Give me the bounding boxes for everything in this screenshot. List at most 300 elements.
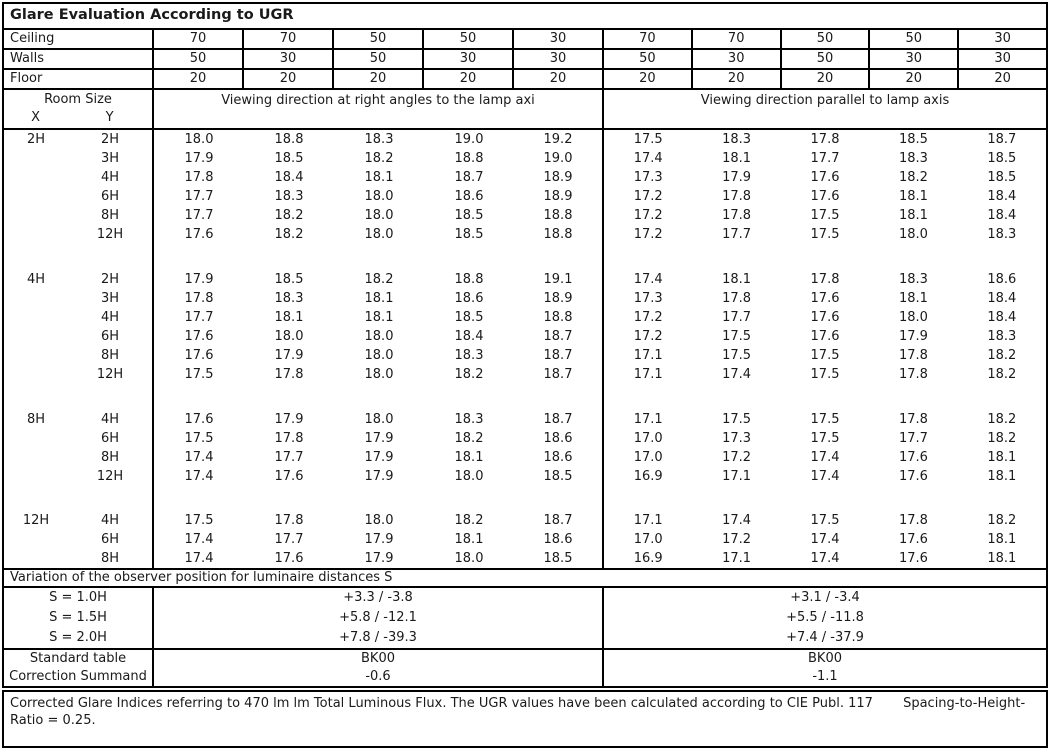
- room-y-label: 6H: [68, 429, 154, 448]
- ugr-value: 18.6: [514, 448, 604, 467]
- surface-value: 50: [782, 30, 871, 48]
- ugr-value: 18.9: [514, 289, 604, 308]
- summary-left-value: -0.6: [154, 668, 604, 686]
- room-x-label: [4, 467, 68, 486]
- ugr-value: 18.5: [514, 467, 604, 486]
- surface-value: 20: [604, 70, 693, 88]
- surface-value: 70: [154, 30, 244, 48]
- room-x-label: [4, 327, 68, 346]
- s-distance-label: S = 1.0H: [4, 588, 154, 608]
- room-x-label: [4, 187, 68, 206]
- ugr-value: 18.1: [454, 532, 484, 547]
- block-gap-row: [4, 244, 1046, 270]
- ugr-value: 17.5: [633, 132, 663, 147]
- room-x-label: 4H: [26, 272, 46, 287]
- ugr-value: 18.3: [454, 412, 484, 427]
- ugr-value: 17.2: [633, 329, 663, 344]
- ugr-data-row: [4, 206, 1046, 225]
- ugr-value: 18.0: [364, 412, 394, 427]
- s-left-value: +5.8 / -12.1: [154, 608, 604, 628]
- xy-header-line: [4, 109, 152, 126]
- ugr-value: 17.5: [810, 227, 840, 242]
- surface-value: 50: [870, 30, 959, 48]
- s-left-value: +3.3 / -3.8: [154, 588, 604, 608]
- room-size-header: [4, 90, 154, 128]
- summary-row: [4, 668, 1046, 686]
- ugr-value: 17.5: [722, 348, 752, 363]
- ugr-value: 18.8: [454, 272, 484, 287]
- s-right-value: +7.4 / -37.9: [786, 630, 864, 645]
- ugr-value: 18.4: [454, 329, 484, 344]
- surface-value: 20: [870, 70, 959, 88]
- ugr-value: 17.9: [364, 532, 394, 547]
- ugr-value: 18.3: [454, 348, 484, 363]
- ugr-value: 17.5: [810, 208, 840, 223]
- viewing-direction-right-angles-heading: Viewing direction at right angles to the lamp axi: [154, 90, 604, 128]
- room-y-label: 4H: [68, 168, 154, 187]
- ugr-data-row: [4, 168, 1046, 187]
- room-y-label: 3H: [68, 149, 154, 168]
- summary-row-label: Standard table: [4, 650, 154, 668]
- ugr-value: 17.6: [810, 310, 840, 325]
- ugr-value: 18.5: [274, 272, 304, 287]
- ugr-value: 17.4: [810, 469, 840, 484]
- ugr-value: 17.5: [722, 329, 752, 344]
- ugr-value: 17.6: [274, 469, 304, 484]
- ugr-value: 17.2: [722, 532, 752, 547]
- ugr-value: 18.7: [514, 327, 604, 346]
- ugr-data-row: [4, 530, 1046, 549]
- surface-value: 70: [604, 30, 693, 48]
- surface-value: 30: [994, 31, 1011, 46]
- ugr-value: 18.7: [987, 132, 1017, 147]
- surface-value: 20: [244, 70, 334, 88]
- surface-value: 50: [154, 50, 244, 68]
- ugr-value: 17.7: [722, 310, 752, 325]
- ugr-value: 17.7: [810, 151, 840, 166]
- ugr-value: 17.4: [722, 367, 752, 382]
- ugr-value: 17.6: [898, 450, 928, 465]
- summary-right-value: BK00: [808, 651, 842, 666]
- ugr-value: 17.4: [184, 469, 214, 484]
- surface-value: 50: [334, 50, 424, 68]
- ugr-value: 18.8: [514, 308, 604, 327]
- ugr-data-row: [4, 429, 1046, 448]
- ugr-value: 17.6: [274, 551, 304, 566]
- ugr-value: 17.6: [184, 329, 214, 344]
- surface-value: 20: [424, 70, 514, 88]
- ugr-value: 17.2: [633, 208, 663, 223]
- room-x-label: [4, 206, 68, 225]
- surface-value: 20: [693, 70, 782, 88]
- room-y-label: 12H: [68, 365, 154, 384]
- ugr-value: 19.2: [514, 130, 604, 149]
- ugr-value: 17.6: [898, 532, 928, 547]
- ugr-value: 18.2: [987, 412, 1017, 427]
- ugr-value: 18.5: [454, 208, 484, 223]
- ugr-value: 18.6: [514, 429, 604, 448]
- ugr-table: [2, 2, 1048, 688]
- summary-section: [4, 650, 1046, 686]
- gap-y-cell: [68, 244, 154, 270]
- ugr-value: 17.6: [810, 291, 840, 306]
- ugr-value: 17.8: [184, 291, 214, 306]
- ugr-value: 18.0: [898, 310, 928, 325]
- ugr-value: 17.3: [722, 431, 752, 446]
- room-x-label: [4, 549, 68, 568]
- surface-value: 20: [782, 70, 871, 88]
- ugr-value: 18.2: [987, 367, 1017, 382]
- observer-variation-row: [4, 608, 1046, 628]
- ugr-value: 17.9: [184, 272, 214, 287]
- room-y-label: 4H: [68, 511, 154, 530]
- room-size-label: Room Size: [44, 92, 112, 107]
- ugr-data-row: [4, 308, 1046, 327]
- ugr-data-row: [4, 149, 1046, 168]
- gap-left-cell: [154, 244, 604, 270]
- room-x-label: [4, 448, 68, 467]
- summary-row-label: Correction Summand: [4, 668, 154, 686]
- surface-reflectance-rows: [4, 30, 1046, 90]
- table-header-row: [4, 90, 1046, 130]
- ugr-value: 18.3: [722, 132, 752, 147]
- observer-variation-row: [4, 628, 1046, 648]
- surface-value: 50: [604, 50, 693, 68]
- ugr-value: 18.0: [364, 367, 394, 382]
- ugr-value: 18.8: [274, 132, 304, 147]
- ugr-values-area: [4, 130, 1046, 568]
- ugr-value: 17.1: [722, 469, 752, 484]
- room-x-label: [4, 429, 68, 448]
- ugr-value: 17.8: [898, 412, 928, 427]
- ugr-data-row: [4, 225, 1046, 244]
- ugr-value: 17.4: [722, 513, 752, 528]
- room-y-label: 6H: [68, 530, 154, 549]
- ugr-value: 17.6: [898, 551, 928, 566]
- ugr-value: 17.2: [633, 227, 663, 242]
- room-y-label: 6H: [68, 187, 154, 206]
- s-right-value: +3.1 / -3.4: [790, 590, 860, 605]
- ugr-value: 17.5: [810, 367, 840, 382]
- gap-right-cell: [604, 244, 1046, 270]
- ugr-value: 17.1: [633, 367, 663, 382]
- summary-right-value: -1.1: [812, 669, 838, 684]
- ugr-value: 18.1: [364, 310, 394, 325]
- ugr-value: 18.3: [987, 329, 1017, 344]
- ugr-value: 17.6: [810, 329, 840, 344]
- ugr-value: 18.2: [987, 348, 1017, 363]
- ugr-value: 18.1: [364, 291, 394, 306]
- ugr-value: 18.6: [454, 189, 484, 204]
- gap-left-cell: [154, 384, 604, 410]
- observer-variation-row: [4, 588, 1046, 608]
- ugr-value: 17.8: [274, 367, 304, 382]
- observer-variation-section: [4, 588, 1046, 650]
- ugr-value: 18.4: [274, 170, 304, 185]
- room-x-label: 12H: [22, 513, 50, 528]
- ugr-value: 18.1: [898, 291, 928, 306]
- ugr-value: 17.7: [184, 189, 214, 204]
- ugr-data-row: [4, 410, 1046, 429]
- ugr-value: 17.3: [633, 291, 663, 306]
- ugr-value: 17.9: [364, 469, 394, 484]
- summary-row: [4, 650, 1046, 668]
- surface-value: 30: [514, 30, 604, 48]
- ugr-value: 17.1: [633, 513, 663, 528]
- ugr-value: 17.0: [633, 431, 663, 446]
- ugr-data-row: [4, 448, 1046, 467]
- ugr-value: 18.7: [514, 511, 604, 530]
- ugr-value: 18.0: [364, 513, 394, 528]
- ugr-value: 17.8: [810, 132, 840, 147]
- room-y-label: 8H: [68, 346, 154, 365]
- ugr-data-row: [4, 346, 1046, 365]
- summary-left-value: BK00: [154, 650, 604, 668]
- ugr-value: 18.2: [274, 227, 304, 242]
- ugr-data-row: [4, 365, 1046, 384]
- room-x-label: [4, 168, 68, 187]
- surface-value: 20: [334, 70, 424, 88]
- ugr-value: 18.2: [898, 170, 928, 185]
- room-x-label: [4, 289, 68, 308]
- ugr-value: 18.1: [987, 551, 1017, 566]
- ugr-value: 17.7: [274, 450, 304, 465]
- ugr-data-row: [4, 289, 1046, 308]
- room-x-label: [4, 346, 68, 365]
- ugr-value: 18.5: [514, 549, 604, 568]
- ugr-value: 17.1: [633, 412, 663, 427]
- room-x-label: [4, 308, 68, 327]
- gap-x-cell: [4, 244, 68, 270]
- ugr-value: 18.7: [514, 410, 604, 429]
- ugr-value: 17.9: [364, 431, 394, 446]
- gap-x-cell: [4, 486, 68, 511]
- ugr-data-row: [4, 130, 1046, 149]
- ugr-value: 17.7: [898, 431, 928, 446]
- block-gap-row: [4, 486, 1046, 511]
- room-y-label: 6H: [68, 327, 154, 346]
- ugr-value: 18.1: [274, 310, 304, 325]
- ugr-data-row: [4, 187, 1046, 206]
- ugr-value: 18.2: [987, 431, 1017, 446]
- ugr-value: 18.3: [987, 227, 1017, 242]
- ugr-value: 18.6: [987, 272, 1017, 287]
- ugr-value: 17.8: [274, 431, 304, 446]
- ugr-value: 17.4: [633, 272, 663, 287]
- ugr-value: 17.8: [898, 367, 928, 382]
- ugr-value: 18.5: [987, 170, 1017, 185]
- surface-row: [4, 30, 1046, 50]
- ugr-value: 17.7: [722, 227, 752, 242]
- ugr-value: 17.4: [184, 532, 214, 547]
- ugr-value: 18.1: [454, 450, 484, 465]
- ugr-value: 18.0: [454, 469, 484, 484]
- room-y-label: 8H: [68, 448, 154, 467]
- ugr-value: 18.3: [274, 291, 304, 306]
- ugr-value: 18.6: [514, 530, 604, 549]
- surface-row-label: Ceiling: [4, 30, 154, 48]
- ugr-value: 17.4: [633, 151, 663, 166]
- ugr-data-row: [4, 511, 1046, 530]
- ugr-value: 18.4: [987, 189, 1017, 204]
- ugr-value: 17.4: [810, 551, 840, 566]
- room-x-label: 8H: [26, 412, 46, 427]
- ugr-value: 18.3: [364, 132, 394, 147]
- surface-value: 20: [514, 70, 604, 88]
- footer-note-box: [2, 690, 1048, 748]
- surface-value: 30: [693, 50, 782, 68]
- ugr-value: 18.2: [454, 513, 484, 528]
- room-x-label: 2H: [26, 132, 46, 147]
- room-y-label: 12H: [68, 225, 154, 244]
- ugr-data-row: [4, 327, 1046, 346]
- surface-value: 20: [994, 71, 1011, 86]
- ugr-value: 17.0: [633, 450, 663, 465]
- ugr-value: 18.2: [274, 208, 304, 223]
- ugr-data-row: [4, 549, 1046, 568]
- ugr-value: 18.0: [364, 208, 394, 223]
- s-right-value: +5.5 / -11.8: [786, 610, 864, 625]
- ugr-value: 17.4: [184, 551, 214, 566]
- ugr-value: 18.3: [274, 189, 304, 204]
- ugr-value: 18.0: [364, 227, 394, 242]
- ugr-value: 17.2: [633, 310, 663, 325]
- surface-row: [4, 70, 1046, 90]
- ugr-value: 17.2: [722, 450, 752, 465]
- ugr-value: 18.8: [514, 225, 604, 244]
- gap-right-cell: [604, 486, 1046, 511]
- ugr-value: 17.8: [722, 291, 752, 306]
- surface-value: 70: [244, 30, 334, 48]
- room-y-label: 2H: [68, 130, 154, 149]
- ugr-value: 17.5: [184, 513, 214, 528]
- ugr-value: 17.5: [810, 348, 840, 363]
- ugr-value: 18.5: [898, 132, 928, 147]
- ugr-value: 17.9: [722, 170, 752, 185]
- ugr-value: 18.4: [987, 310, 1017, 325]
- surface-value: 20: [154, 70, 244, 88]
- ugr-value: 17.5: [810, 412, 840, 427]
- ugr-value: 18.7: [454, 170, 484, 185]
- surface-value: 30: [424, 50, 514, 68]
- room-y-label: 8H: [68, 549, 154, 568]
- ugr-value: 17.0: [633, 532, 663, 547]
- ugr-value: 18.5: [454, 310, 484, 325]
- ugr-value: 18.0: [274, 329, 304, 344]
- block-gap-row: [4, 384, 1046, 410]
- ugr-value: 18.1: [722, 151, 752, 166]
- ugr-value: 17.9: [274, 348, 304, 363]
- viewing-direction-parallel-heading: Viewing direction parallel to lamp axis: [700, 93, 950, 108]
- ugr-value: 17.8: [898, 348, 928, 363]
- title-row: [4, 4, 1046, 30]
- ugr-value: 17.4: [810, 532, 840, 547]
- ugr-value: 16.9: [633, 469, 663, 484]
- ugr-value: 17.7: [184, 310, 214, 325]
- room-y-label: 12H: [68, 467, 154, 486]
- surface-value: 30: [514, 50, 604, 68]
- ugr-value: 18.4: [987, 291, 1017, 306]
- page-title: Glare Evaluation According to UGR: [10, 7, 294, 23]
- surface-value: 50: [424, 30, 514, 48]
- ugr-value: 18.1: [364, 170, 394, 185]
- ugr-value: 18.1: [898, 208, 928, 223]
- x-column-label: X: [31, 110, 41, 125]
- ugr-value: 18.2: [454, 367, 484, 382]
- ugr-value: 17.6: [184, 227, 214, 242]
- ugr-value: 17.7: [184, 208, 214, 223]
- s-distance-label: S = 2.0H: [4, 628, 154, 648]
- ugr-value: 17.1: [722, 551, 752, 566]
- ugr-value: 18.3: [898, 151, 928, 166]
- ugr-value: 17.9: [184, 151, 214, 166]
- gap-y-cell: [68, 384, 154, 410]
- ugr-value: 18.2: [987, 513, 1017, 528]
- ugr-value: 18.0: [898, 227, 928, 242]
- footer-note: Corrected Glare Indices referring to 470 lm lm Total Luminous Flux. The UGR values have been calculated according to CIE Publ. 117: [10, 696, 873, 711]
- ugr-value: 17.7: [274, 532, 304, 547]
- ugr-value: 18.1: [987, 532, 1017, 547]
- gap-y-cell: [68, 486, 154, 511]
- room-y-label: 4H: [68, 410, 154, 429]
- spacing-to-height-ratio-note: Spacing-to-Height-Ratio = 0.25.: [10, 696, 1026, 728]
- ugr-value: 18.4: [987, 208, 1017, 223]
- ugr-value: 19.0: [454, 132, 484, 147]
- ugr-value: 18.2: [364, 272, 394, 287]
- s-distance-label: S = 1.5H: [4, 608, 154, 628]
- s-left-value: +7.8 / -39.3: [154, 628, 604, 648]
- ugr-value: 17.9: [898, 329, 928, 344]
- ugr-value: 18.0: [364, 189, 394, 204]
- ugr-value: 18.3: [898, 272, 928, 287]
- ugr-value: 17.4: [810, 450, 840, 465]
- surface-row-label: Walls: [4, 50, 154, 68]
- ugr-value: 17.6: [184, 348, 214, 363]
- ugr-value: 18.1: [987, 450, 1017, 465]
- room-x-label: [4, 225, 68, 244]
- ugr-value: 17.5: [810, 431, 840, 446]
- ugr-value: 18.5: [987, 151, 1017, 166]
- gap-right-cell: [604, 384, 1046, 410]
- ugr-value: 16.9: [633, 551, 663, 566]
- ugr-value: 18.7: [514, 365, 604, 384]
- ugr-value: 18.1: [987, 469, 1017, 484]
- ugr-value: 17.8: [184, 170, 214, 185]
- ugr-value: 17.9: [364, 450, 394, 465]
- ugr-value: 18.8: [514, 206, 604, 225]
- ugr-value: 17.6: [810, 170, 840, 185]
- ugr-value: 17.3: [633, 170, 663, 185]
- surface-value: 30: [244, 50, 334, 68]
- ugr-value: 17.6: [184, 412, 214, 427]
- room-x-label: [4, 365, 68, 384]
- ugr-value: 17.8: [810, 272, 840, 287]
- ugr-value: 18.8: [454, 151, 484, 166]
- gap-x-cell: [4, 384, 68, 410]
- ugr-value: 17.8: [722, 189, 752, 204]
- room-y-label: 3H: [68, 289, 154, 308]
- ugr-value: 18.0: [184, 132, 214, 147]
- ugr-value: 18.0: [454, 551, 484, 566]
- ugr-value: 17.8: [274, 513, 304, 528]
- ugr-value: 17.6: [898, 469, 928, 484]
- ugr-value: 18.7: [514, 346, 604, 365]
- ugr-value: 17.8: [898, 513, 928, 528]
- ugr-value: 19.0: [514, 149, 604, 168]
- ugr-value: 18.5: [274, 151, 304, 166]
- variation-heading: Variation of the observer position for luminaire distances S: [10, 570, 393, 585]
- ugr-value: 18.9: [514, 168, 604, 187]
